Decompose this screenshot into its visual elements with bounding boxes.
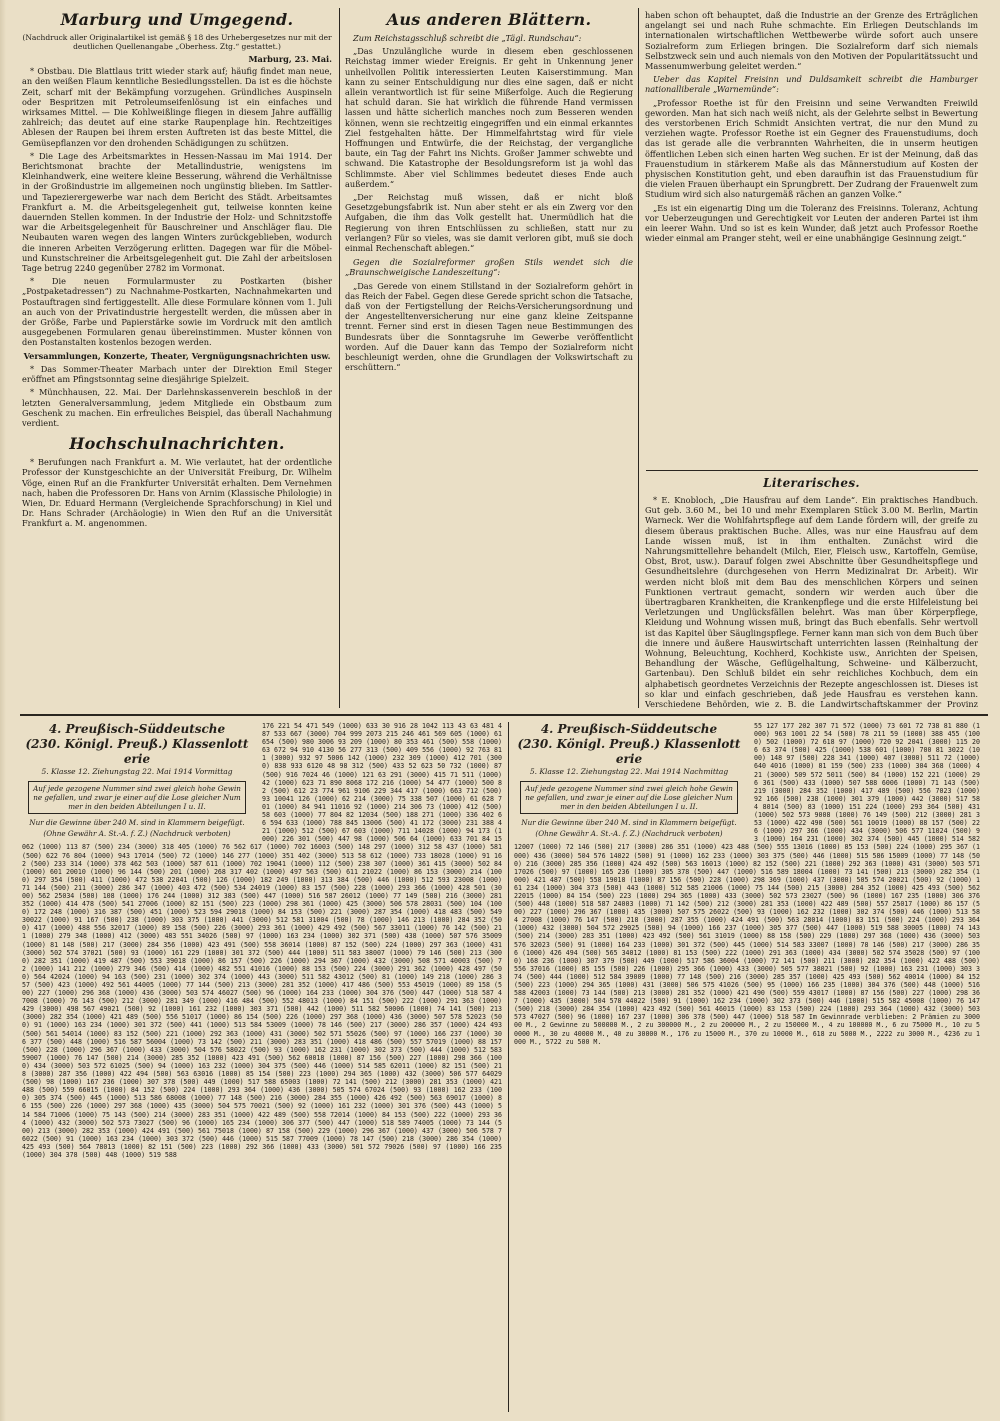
section-rule [646, 470, 978, 471]
article-paragraph: „Professor Roethe ist für den Freisinn und seine Verwandten Freiwild geworden. Man hat sich nach weiß nicht, als der Gelehrte selbst in Bewertung des verstorbenen Erich Schmidt Ansichten vertrat, die nur den Mund zu verziehen wagte. Professor Roethe ist ein Gegner des Frauenstudiums, doch das ist gerade alle die verbrannten Wahrheiten, die in unserm heutigen öffentlichen Leben sich einen harten Weg suchen. Er ist der Meinung, daß das Frauenstudium in stärkerem Maße als das Männerstudium auf Kosten der physischen Konstitution geht, und eben daraufhin ist das Frauenstudium für die vielen Frauen überhaupt ein Sprungbrett. Der Zudrang der Frauenwelt zum Studium wird sich also naturgemäß rächen an ganzen Volke.“ [645, 97, 978, 200]
horizontal-rule [20, 714, 988, 716]
lottery-subtitle: (230. Königl. Preuß.) Klassenlotterie [517, 737, 741, 766]
lottery-note: (Ohne Gewähr A. St.-A. f. Z.) (Nachdruck verboten) [535, 829, 723, 838]
article-paragraph: „Es ist ein eigenartig Ding um die Toleranz des Freisinns. Toleranz, Achtung vor Ueberzeugungen und Gerechtigkeit vor Leuten der anderen Partei ist ihm ein leerer Wahn. Und so ist es kein Wunder, daß jetzt auch Professor Roethe wieder einmal am Pranger steht, weil er eine unabhängige Gesinnung zeigt.“ [645, 202, 978, 244]
subsection-heading: Versammlungen, Konzerte, Theater, Vergnügungsnachrichten usw. [23, 350, 331, 361]
winning-numbers: 176 221 54 471 549 (1000) 633 30 916 28 1042 113 43 63 481 487 533 667 (3000) 704 999 2073 215 246 461 569 605 (1000) 61 654 (500) 980 3006 93 209 (1000) 80 353 461 (500) 558 (1000) 63 672 94 910 4130 56 277 313 (500) 409 556 (1000) 92 763 811 (3000) 932 97 5006 142 (1000) 232 309 (1000) 412 701 (3000) 838 933 6120 48 98 312 (500) 433 52 623 50 732 (1000) 87 (500) 916 7024 46 (1000) 121 63 291 (3000) 415 71 511 (1000) 42 (1000) 623 71 890 8068 172 216 (1000) 54 477 (1000) 500 82 (500) 612 23 774 961 9106 229 344 417 (1000) 663 712 (500) 93 10041 126 (1000) 62 214 (3000) 75 338 507 (1000) 61 628 701 (1000) 84 941 11016 92 (1000) 214 306 73 (1000) 412 (500) 58 603 (1000) 77 804 82 12034 (500) 188 271 (1000) 336 402 66 594 633 (1000) 788 845 13006 (500) 41 172 (3000) 231 388 421 (1000) 512 (500) 67 603 (1000) 711 14028 (1000) 94 173 (1000) 226 301 (500) 447 98 (1000) 506 64 (1000) 633 701 84 15062 (1000) 113 87 (500) 234 (3000) 318 405 (1000) 76 562 617 (1000) 702 16003 (500) 148 297 (1000) 312 58 437 (1000) 581 (500) 622 76 804 (1000) 943 17014 (500) 72 (1000) 146 277 (1000) 351 402 (3000) 513 58 612 (1000) 733 18028 (1000) 91 162 (500) 233 314 (1000) 378 462 503 (1000) 587 611 (1000) 702 19041 (1000) 112 (500) 238 307 (1000) 361 415 (3000) 502 84 (1000) 601 20010 (1000) 96 144 (500) 201 (1000) 268 317 402 (1000) 497 563 (500) 611 21022 (1000) 86 153 (3000) 214 (1000) 297 354 (500) 411 (1000) 472 538 22041 (500) 126 (1000) 182 249 (1000) 313 384 (500) 446 (1000) 512 593 23008 (1000) 71 144 (500) 211 (3000) 286 347 (1000) 403 472 (500) 534 24019 (1000) 83 157 (500) 228 (1000) 293 366 (1000) 428 501 (3000) 562 25034 (500) 108 (1000) 176 244 (1000) 312 383 (500) 447 (1000) 516 587 26012 (1000) 77 149 (500) 216 (3000) 281 352 (1000) 414 478 (500) 541 27006 (1000) 82 151 (500) 223 (1000) 298 361 (1000) 425 (3000) 506 578 28031 (500) 104 (1000) 172 248 (1000) 316 387 (500) 451 (1000) 523 594 29018 (1000) 84 153 (500) 221 (3000) 287 354 (1000) 418 483 (500) 549 30022 (1000) 91 167 (500) 238 (1000) 303 375 (1000) 441 (3000) 512 581 31004 (500) 78 (1000) 146 213 (1000) 284 352 (500) 417 (1000) 488 556 32017 (1000) 89 158 (500) 226 (3000) 293 361 (1000) 429 492 (500) 567 33011 (1000) 76 142 (500) 211 (1000) 279 348 (1000) 412 (3000) 483 551 34026 (500) 97 (1000) 163 234 (1000) 302 371 (500) 438 (1000) 507 576 35009 (1000) 81 148 (500) 217 (3000) 284 356 (1000) 423 491 (500) 558 36014 (1000) 87 152 (500) 224 (1000) 297 363 (1000) 431 (3000) 502 574 37021 (500) 93 (1000) 161 229 (1000) 301 372 (500) 444 (1000) 511 583 38007 (1000) 79 146 (500) 213 (3000) 282 351 (1000) 419 487 (500) 553 39018 (1000) 86 157 (500) 226 (1000) 294 367 (1000) 432 (3000) 508 571 40003 (500) 72 (1000) 141 212 (1000) 279 346 (500) 414 (1000) 482 551 41016 (1000) 88 153 (500) 224 (3000) 291 362 (1000) 428 497 (500) 564 42024 (1000) 94 163 (500) 231 (1000) 302 374 (1000) 443 (3000) 511 582 43012 (500) 81 (1000) 149 218 (1000) 286 357 (500) 423 (1000) 492 561 44005 (1000) 77 144 (500) 213 (3000) 281 352 (1000) 417 486 (500) 553 45019 (1000) 89 158 (500) 227 (1000) 296 368 (1000) 436 (3000) 503 574 46027 (500) 96 (1000) 164 233 (1000) 304 376 (500) 447 (1000) 518 587 47008 (1000) 76 143 (500) 212 (3000) 281 349 (1000) 416 484 (500) 552 48013 (1000) 84 151 (500) 222 (1000) 291 363 (1000) 429 (3000) 498 567 49021 (500) 92 (1000) 161 232 (1000) 303 371 (500) 442 (1000) 511 582 50006 (1000) 74 141 (500) 213 (3000) 282 354 (1000) 421 489 (500) 556 51017 (1000) 86 154 (500) 226 (1000) 297 368 (1000) 436 (3000) 507 578 52023 (500) 91 (1000) 163 234 (1000) 301 372 (500) 441 (1000) 513 584 53009 (1000) 78 146 (500) 217 (3000) 286 357 (1000) 424 493 (500) 561 54014 (1000) 83 152 (500) 221 (1000) 292 363 (1000) 431 (3000) 502 571 55026 (500) 97 (1000) 166 237 (1000) 306 377 (500) 448 (1000) 516 587 56004 (1000) 73 142 (500) 211 (3000) 283 351 (1000) 418 486 (500) 557 57019 (1000) 88 157 (500) 228 (1000) 296 367 (1000) 433 (3000) 504 576 58022 (500) 93 (1000) 162 231 (1000) 302 373 (500) 444 (1000) 512 583 59007 (1000) 76 147 (500) 214 (3000) 285 352 (1000) 423 491 (500) 562 60018 (1000) 87 156 (500) 227 (1000) 298 366 (1000) 434 (3000) 503 572 61025 (500) 94 (1000) 163 232 (1000) 304 375 (500) 446 (1000) 514 585 62011 (1000) 82 151 (500) 218 (3000) 287 356 (1000) 422 494 (500) 563 63016 (1000) 85 154 (500) 223 (1000) 294 365 (1000) 432 (3000) 506 577 64029 (500) 98 (1000) 167 236 (1000) 307 378 (500) 449 (1000) 517 588 65003 (1000) 72 141 (500) 212 (3000) 281 353 (1000) 421 488 (500) 559 66015 (1000) 84 152 (500) 224 (1000) 293 364 (1000) 436 (3000) 505 574 67024 (500) 93 (1000) 162 233 (1000) 305 374 (500) 445 (1000) 513 586 68008 (1000) 77 148 (500) 216 (3000) 284 355 (1000) 426 492 (500) 563 69017 (1000) 86 155 (500) 226 (1000) 297 368 (1000) 435 (3000) 504 575 70021 (500) 92 (1000) 161 232 (1000) 301 376 (500) 443 (1000) 514 584 71006 (1000) 75 143 (500) 214 (3000) 283 351 (1000) 422 489 (500) 558 72014 (1000) 84 153 (500) 222 (1000) 293 364 (1000) 432 (3000) 502 573 73027 (500) 96 (1000) 165 234 (1000) 306 377 (500) 447 (1000) 518 589 74005 (1000) 73 144 (500) 213 (3000) 282 353 (1000) 424 491 (500) 561 75018 (1000) 87 158 (500) 229 (1000) 296 367 (1000) 437 (3000) 506 578 76022 (500) 91 (1000) 163 234 (1000) 303 372 (500) 446 (1000) 515 587 77009 (1000) 78 147 (500) 218 (3000) 286 354 (1000) 425 493 (500) 564 78013 (1000) 82 151 (500) 223 (1000) 292 366 (1000) 433 (3000) 501 572 79026 (500) 97 (1000) 166 235 (1000) 304 378 (500) 448 (1000) 519 588 [22, 722, 502, 1159]
lottery-subtitle: (230. Königl. Preuß.) Klassenlotterie [25, 737, 249, 766]
article-paragraph: Gegen die Sozialreformer großen Stils wendet sich die „Braunschweigische Landeszeitung“: [345, 257, 633, 278]
article-paragraph: * Obstbau. Die Blattlaus tritt wieder stark auf; häufig findet man neue, an den weißen Flaum kenntliche Besiedlungsstellen. Da ist es die höchste Zeit, scharf mit der Bekämpfung vorzugehen. Gründliches Auspinseln oder Bespritzen mit Petroleumseifenlösung ist ein einfaches und wirksames Mittel. — Die Kohlweißlinge fliegen in diesem Jahre auffällig zahlreich; das deutet auf eine starke Raupenplage hin. Rechtzeitiges Ablesen der Raupen bei ihrem ersten Auftreten ist das beste Mittel, die Gemüsepflanzen vor den drohenden Schädigungen zu schützen. [22, 66, 332, 148]
article-paragraph: * Die neuen Formularmuster zu Postkarten (bisher „Postpaketadressen“) zu Nachnahme-Postkarten, Nachnahmekarten und Postauftragen sind fertiggestellt. Alle diese Formulare können vom 1. Juli an auch von der Privatindustrie hergestellt werden, die müssen aber in der Größe, Farbe und Papierstärke sowie im Vordruck mit den amtlich ausgegebenen Formularen genau übereinstimmen. Muster können von den Postanstalten kostenlos bezogen werden. [22, 276, 332, 348]
article-paragraph: haben schon oft behauptet, daß die Industrie an der Grenze des Erträglichen angelangt sei und nach Ruhe schmachte. Ein Erliegen Deutschlands im internationalen wirtschaftlichen Wettbewerbe würde sofort auch unsere Sozialreform zum Erliegen bringen. Die Sozialreform darf sich niemals Selbstzweck sein und auch niemals von den Motiven der Popularitätssucht und Massenumwerbung geleitet werden.“ [645, 10, 978, 72]
lottery-list-afternoon [514, 722, 980, 1412]
press-review-column [345, 10, 633, 710]
lottery-header [22, 722, 252, 840]
lottery-title: 4. Preußisch-Süddeutsche [48, 722, 226, 736]
section-heading: Hochschulnachrichten. [69, 434, 285, 454]
article-paragraph: Zum Reichstagsschluß schreibt die „Tägl. Rundschau“: [353, 33, 582, 43]
drawing-date: 5. Klasse 12. Ziehungstag 22. Mai 1914 Vormittag [41, 767, 233, 776]
lottery-note: Nur die Gewinne über 240 M. sind in Klammern beigefügt. [521, 818, 737, 827]
column-rule [339, 8, 340, 708]
section-heading: Aus anderen Blättern. [386, 10, 592, 29]
article-paragraph: * Die Lage des Arbeitsmarktes in Hessen-Nassau im Mai 1914. Der Berichtsmonat brachte der Metallindustrie, wenigstens im Kleinhandwerk, eine weitere kleine Besserung, während die Verhältnisse in der Großindustrie im allgemeinen noch ungünstig blieben. Im Sattler- und Tapezierergewerbe war nach dem Bericht des Städt. Arbeitsamtes Frankfurt a. M. die Arbeitsgelegenheit gut, teilweise konnten keine dauernden Stellen kommen. In der Industrie der Holz- und Schnitzstoffe war die Arbeitsgelegenheit für Bauschreiner und Anschläger flau. Die Neubauten waren wegen des langen Winters zurückgeblieben, wodurch die inneren Arbeiten Verzögerung erlitten. Dagegen war für die Möbel- und Kunstschreiner die Arbeitsgelegenheit gut. Die Zahl der arbeitslosen Tage betrug 2240 gegenüber 2782 im Vormonat. [22, 150, 332, 274]
reprint-note: (Nachdruck aller Originalartikel ist gemäß § 18 des Urhebergesetzes nur mit der deutlichen Quellenangabe „Oberhess. Ztg.“ gestattet.) [22, 33, 332, 51]
page-edge [0, 0, 6, 1421]
lottery-notice-box: Auf jede gezogene Nummer sind zwei gleich hohe Gewinne gefallen, und zwar je einer auf die Lose gleicher Nummer in den beiden Abteilungen I u. II. [28, 781, 246, 814]
literature-section [645, 476, 978, 710]
lottery-notice-box: Auf jede gezogene Nummer sind zwei gleich hohe Gewinne gefallen, und zwar je einer auf die Lose gleicher Nummer in den beiden Abteilungen I u. II. [520, 781, 738, 814]
article-paragraph: „Das Gerede von einem Stillstand in der Sozialreform gehört in das Reich der Fabel. Gegen diese Gerede spricht schon die Tatsache, daß von der Fertigstellung der Reichs-Versicherungsordnung und der Angestelltenversicherung nur eine ganz kleine Zeitspanne trennt. Ferner sind erst in diesen Tagen neue Bestimmungen des Bundesrats über die Sonntagsruhe im Gewerbe veröffentlicht worden. Auf die Dauer kann das Tempo der Sozialreform nicht beschleunigt werden, ohne die Grundlagen der Volkswirtschaft zu erschüttern.“ [345, 280, 633, 373]
lottery-title: 4. Preußisch-Süddeutsche [540, 722, 718, 736]
section-heading: Marburg und Umgegend. [60, 10, 294, 29]
article-paragraph: „Der Reichstag muß wissen, daß er nicht bloß Gesetzgebungsfabrik ist. Nun aber steht er als ein Zwerg vor den Aufgaben, die ihm das Volk gestellt hat. Unermüdlich hat die Regierung von ihren Entschlüssen zu schließen, statt nur zu verlangen? Für so vieles, was sie damit verloren gibt, muß sie doch einmal Rechenschaft ablegen.“ [345, 192, 633, 254]
local-news-column [22, 10, 332, 710]
lottery-note: Nur die Gewinne über 240 M. sind in Klammern beigefügt. [29, 818, 245, 827]
drawing-date: 5. Klasse 12. Ziehungstag 22. Mai 1914 Nachmittag [529, 767, 729, 776]
article-paragraph: * E. Knobloch, „Die Hausfrau auf dem Lande“. Ein praktisches Handbuch. Gut geb. 3.60 M., bei 10 und mehr Exemplaren Stück 3.00 M. Berlin, Martin Warneck. Wer die Wohlfahrtspflege auf dem Lande fördern will, der greife zu diesem überaus praktischen Buche. Alles, was nur eine Hausfrau auf dem Lande wissen muß, ist in ihm enthalten. Zunächst wird die Nahrungsmittellehre behandelt (Milch, Eier, Fleisch usw., Kartoffeln, Gemüse, Obst, Brot, usw.). Darauf folgen zwei Abschnitte über Gesundheitspflege und Gesundheitslehre (durchgesehen von Herrn Medizinalrat Dr. Arbeit). Wir werden nicht bloß mit dem Bau des menschlichen Körpers und seinen Funktionen vertraut gemacht, sondern wir werden auch über die übertragbaren Krankheiten, die Krankenpflege und die erste Hilfeleistung bei Verletzungen und Unglücksfällen belehrt. Was man über Körperpflege, Kleidung und Wohnung wissen muß, bringt das Buch ebenfalls. Sehr wertvoll ist das Kapitel über Säuglingspflege. Ferner kann man sich von dem Buch über die innere und äußere Hauswirtschaft unterrichten lassen (Reinhaltung der Wohnung, Beleuchtung, Kochherd, Kochkiste usw., Anrichten der Speisen, Behandlung der Wäsche, Geflügelhaltung, Schweine- und Kälberzucht, Gartenbau). Den Schluß bildet ein sehr reichliches Kochbuch, dem ein alphabetisch geordnetes Verzeichnis der Rezepte angeschlossen ist. Dieses ist so klar und einfach geschrieben, daß jede Hausfrau es verstehen kann. Verschiedene Behörden, wie z. B. die Landwirtschaftskammer der Provinz [645, 495, 978, 710]
lottery-header [514, 722, 744, 840]
press-review-continued [645, 10, 978, 466]
dateline: Marburg, 23. Mai. [248, 54, 332, 64]
lottery-note: (Ohne Gewähr A. St.-A. f. Z.) (Nachdruck verboten) [43, 829, 231, 838]
section-heading: Literarisches. [763, 476, 860, 490]
winning-numbers: 55 127 177 202 307 71 572 (1000) 73 601 72 738 81 880 (1000) 963 1001 22 54 (500) 78 211 59 (1000) 388 455 (1000) 502 (1000) 72 618 97 (1000) 720 92 2041 (3000) 115 206 63 374 (500) 425 (1000) 538 601 (1000) 700 81 3022 (1000) 148 97 (500) 228 341 (1000) 407 (3000) 511 72 (1000) 640 4016 (1000) 81 159 (500) 233 (1000) 304 368 (1000) 421 (3000) 509 572 5011 (500) 84 (1000) 152 221 (1000) 296 361 (500) 433 (1000) 507 588 6006 (1000) 71 143 (500) 219 (3000) 284 352 (1000) 417 489 (500) 556 7023 (1000) 92 166 (500) 238 (1000) 301 379 (1000) 442 (3000) 517 584 8014 (500) 83 (1000) 151 224 (1000) 293 364 (500) 431 (1000) 502 573 9008 (1000) 76 149 (500) 212 (3000) 281 353 (1000) 422 490 (500) 561 10019 (1000) 88 157 (500) 226 (1000) 297 366 (1000) 434 (3000) 506 577 11024 (500) 93 (1000) 164 231 (1000) 302 374 (500) 445 (1000) 514 582 12007 (1000) 72 146 (500) 217 (3000) 286 351 (1000) 423 488 (500) 555 13016 (1000) 85 153 (500) 224 (1000) 295 367 (1000) 436 (3000) 504 576 14022 (500) 91 (1000) 162 233 (1000) 303 375 (500) 446 (1000) 515 586 15009 (1000) 77 148 (500) 216 (3000) 285 356 (1000) 424 492 (500) 563 16013 (1000) 82 152 (500) 221 (1000) 292 363 (1000) 431 (3000) 503 571 17026 (500) 97 (1000) 165 236 (1000) 305 378 (500) 447 (1000) 516 589 18004 (1000) 73 141 (500) 213 (3000) 282 354 (1000) 421 487 (500) 558 19018 (1000) 87 156 (500) 228 (1000) 298 369 (1000) 437 (3000) 505 574 20021 (500) 92 (1000) 161 234 (1000) 304 373 (500) 443 (1000) 512 585 21006 (1000) 75 144 (500) 215 (3000) 284 352 (1000) 425 493 (500) 562 22015 (1000) 84 154 (500) 223 (1000) 294 365 (1000) 433 (3000) 502 573 23027 (500) 96 (1000) 167 235 (1000) 306 376 (500) 448 (1000) 518 587 24003 (1000) 71 142 (500) 212 (3000) 281 353 (1000) 422 489 (500) 557 25017 (1000) 86 157 (500) 227 (1000) 296 367 (1000) 435 (3000) 507 575 26022 (500) 93 (1000) 162 232 (1000) 302 374 (500) 446 (1000) 513 584 27008 (1000) 76 147 (500) 218 (3000) 287 355 (1000) 424 491 (500) 563 28014 (1000) 83 151 (500) 224 (1000) 293 364 (1000) 432 (3000) 504 572 29025 (500) 94 (1000) 166 237 (1000) 305 377 (500) 447 (1000) 519 588 30005 (1000) 74 143 (500) 214 (3000) 283 351 (1000) 423 492 (500) 561 31019 (1000) 88 158 (500) 229 (1000) 297 368 (1000) 436 (3000) 503 576 32023 (500) 91 (1000) 164 233 (1000) 301 372 (500) 445 (1000) 514 583 33007 (1000) 78 146 (500) 217 (3000) 286 356 (1000) 426 494 (500) 565 34012 (1000) 81 153 (500) 222 (1000) 291 363 (1000) 434 (3000) 502 574 35028 (500) 97 (1000) 168 236 (1000) 307 379 (500) 449 (1000) 517 586 36004 (1000) 72 141 (500) 211 (3000) 282 354 (1000) 422 488 (500) 556 37016 (1000) 85 155 (500) 226 (1000) 295 366 (1000) 433 (3000) 505 577 38021 (500) 92 (1000) 163 231 (1000) 303 374 (500) 444 (1000) 512 584 39009 (1000) 77 148 (500) 216 (3000) 285 357 (1000) 425 493 (500) 562 40014 (1000) 84 152 (500) 223 (1000) 294 365 (1000) 431 (3000) 506 575 41026 (500) 95 (1000) 166 235 (1000) 304 376 (500) 448 (1000) 516 588 42003 (1000) 73 144 (500) 213 (3000) 281 352 (1000) 421 490 (500) 559 43017 (1000) 87 156 (500) 227 (1000) 298 367 (1000) 435 (3000) 504 578 44022 (500) 91 (1000) 162 234 (1000) 302 373 (500) 446 (1000) 515 582 45008 (1000) 76 147 (500) 218 (3000) 284 354 (1000) 423 492 (500) 561 46015 (1000) 83 153 (500) 224 (1000) 293 364 (1000) 432 (3000) 503 573 47027 (500) 96 (1000) 167 237 (1000) 306 378 (500) 447 (1000) 518 587 Im Gewinnrade verblieben: 2 Prämien zu 300000 M., 2 Gewinne zu 500000 M., 2 zu 300000 M., 2 zu 200000 M., 2 zu 150000 M., 4 zu 100000 M., 6 zu 75000 M., 10 zu 50000 M., 30 zu 40000 M., 40 zu 30000 M., 176 zu 15000 M., 370 zu 10000 M., 618 zu 5000 M., 2222 zu 3000 M., 4236 zu 1000 M., 5722 zu 500 M. [514, 722, 980, 1046]
article-paragraph: * Münchhausen, 22. Mai. Der Darlehnskassenverein beschloß in der letzten Generalversammlung, jedem Mitgliede ein Obstbaum zum Geschenk zu machen. Ein erfreuliches Beispiel, das überall Nachahmung verdient. [22, 387, 332, 428]
article-paragraph: * Das Sommer-Theater Marbach unter der Direktion Emil Steger eröffnet am Pfingstsonntag seine diesjährige Spielzeit. [22, 363, 332, 385]
column-rule [638, 8, 639, 708]
column-rule [508, 722, 509, 1412]
article-paragraph: Ueber das Kapitel Freisinn und Duldsamkeit schreibt die Hamburger nationalliberale „Warnemünde“: [645, 74, 978, 95]
article-paragraph: „Das Unzulängliche wurde in diesem eben geschlossenen Reichstag immer wieder Ereignis. Er geht in Unkennung jener unheilvollen Politik interessierten Leuten Kaiserstimmung. Man kann zu seiner Entschuldigung nur dies eine sagen, daß er nicht allein verantwortlich ist für seine Mißerfolge. Auch die Regierung hat schuld daran. Sie hat wirklich die führende Hand vermissen lassen und hätte sicherlich manches noch zum Besseren wenden können, wenn sie rechtzeitig eingegriffen und ein einmal erkanntes Ziel festgehalten hätte. Der Himmelfahrtstag wird für viele Hoffnungen und Entwürfe, die der Reichstag, der vergangliche baute, ein Tag der Fahrt ins Nichts. Großer Jammer schwebte und schwand. Die Katastrophe der Besoldungsreform ist ja wohl das Schlimmste. Aber viel Schlimmes bedeutet dieses Ende auch außerdem.“ [345, 46, 633, 189]
lottery-list-morning [22, 722, 502, 1412]
article-paragraph: * Berufungen nach Frankfurt a. M. Wie verlautet, hat der ordentliche Professor der Kunstgeschichte an der Universität Freiburg, Dr. Wilhelm Vöge, einen Ruf an die Frankfurter Universität erhalten. Dem Vernehmen nach, haben die Professoren Dr. Hans von Arnim (Klassische Philologie) in Wien, Dr. Eduard Hermann (Vergleichende Sprachforschung) in Kiel und Dr. Hans Schrader (Archäologie) in Wien den Ruf an die Universität Frankfurt a. M. angenommen. [22, 457, 332, 529]
